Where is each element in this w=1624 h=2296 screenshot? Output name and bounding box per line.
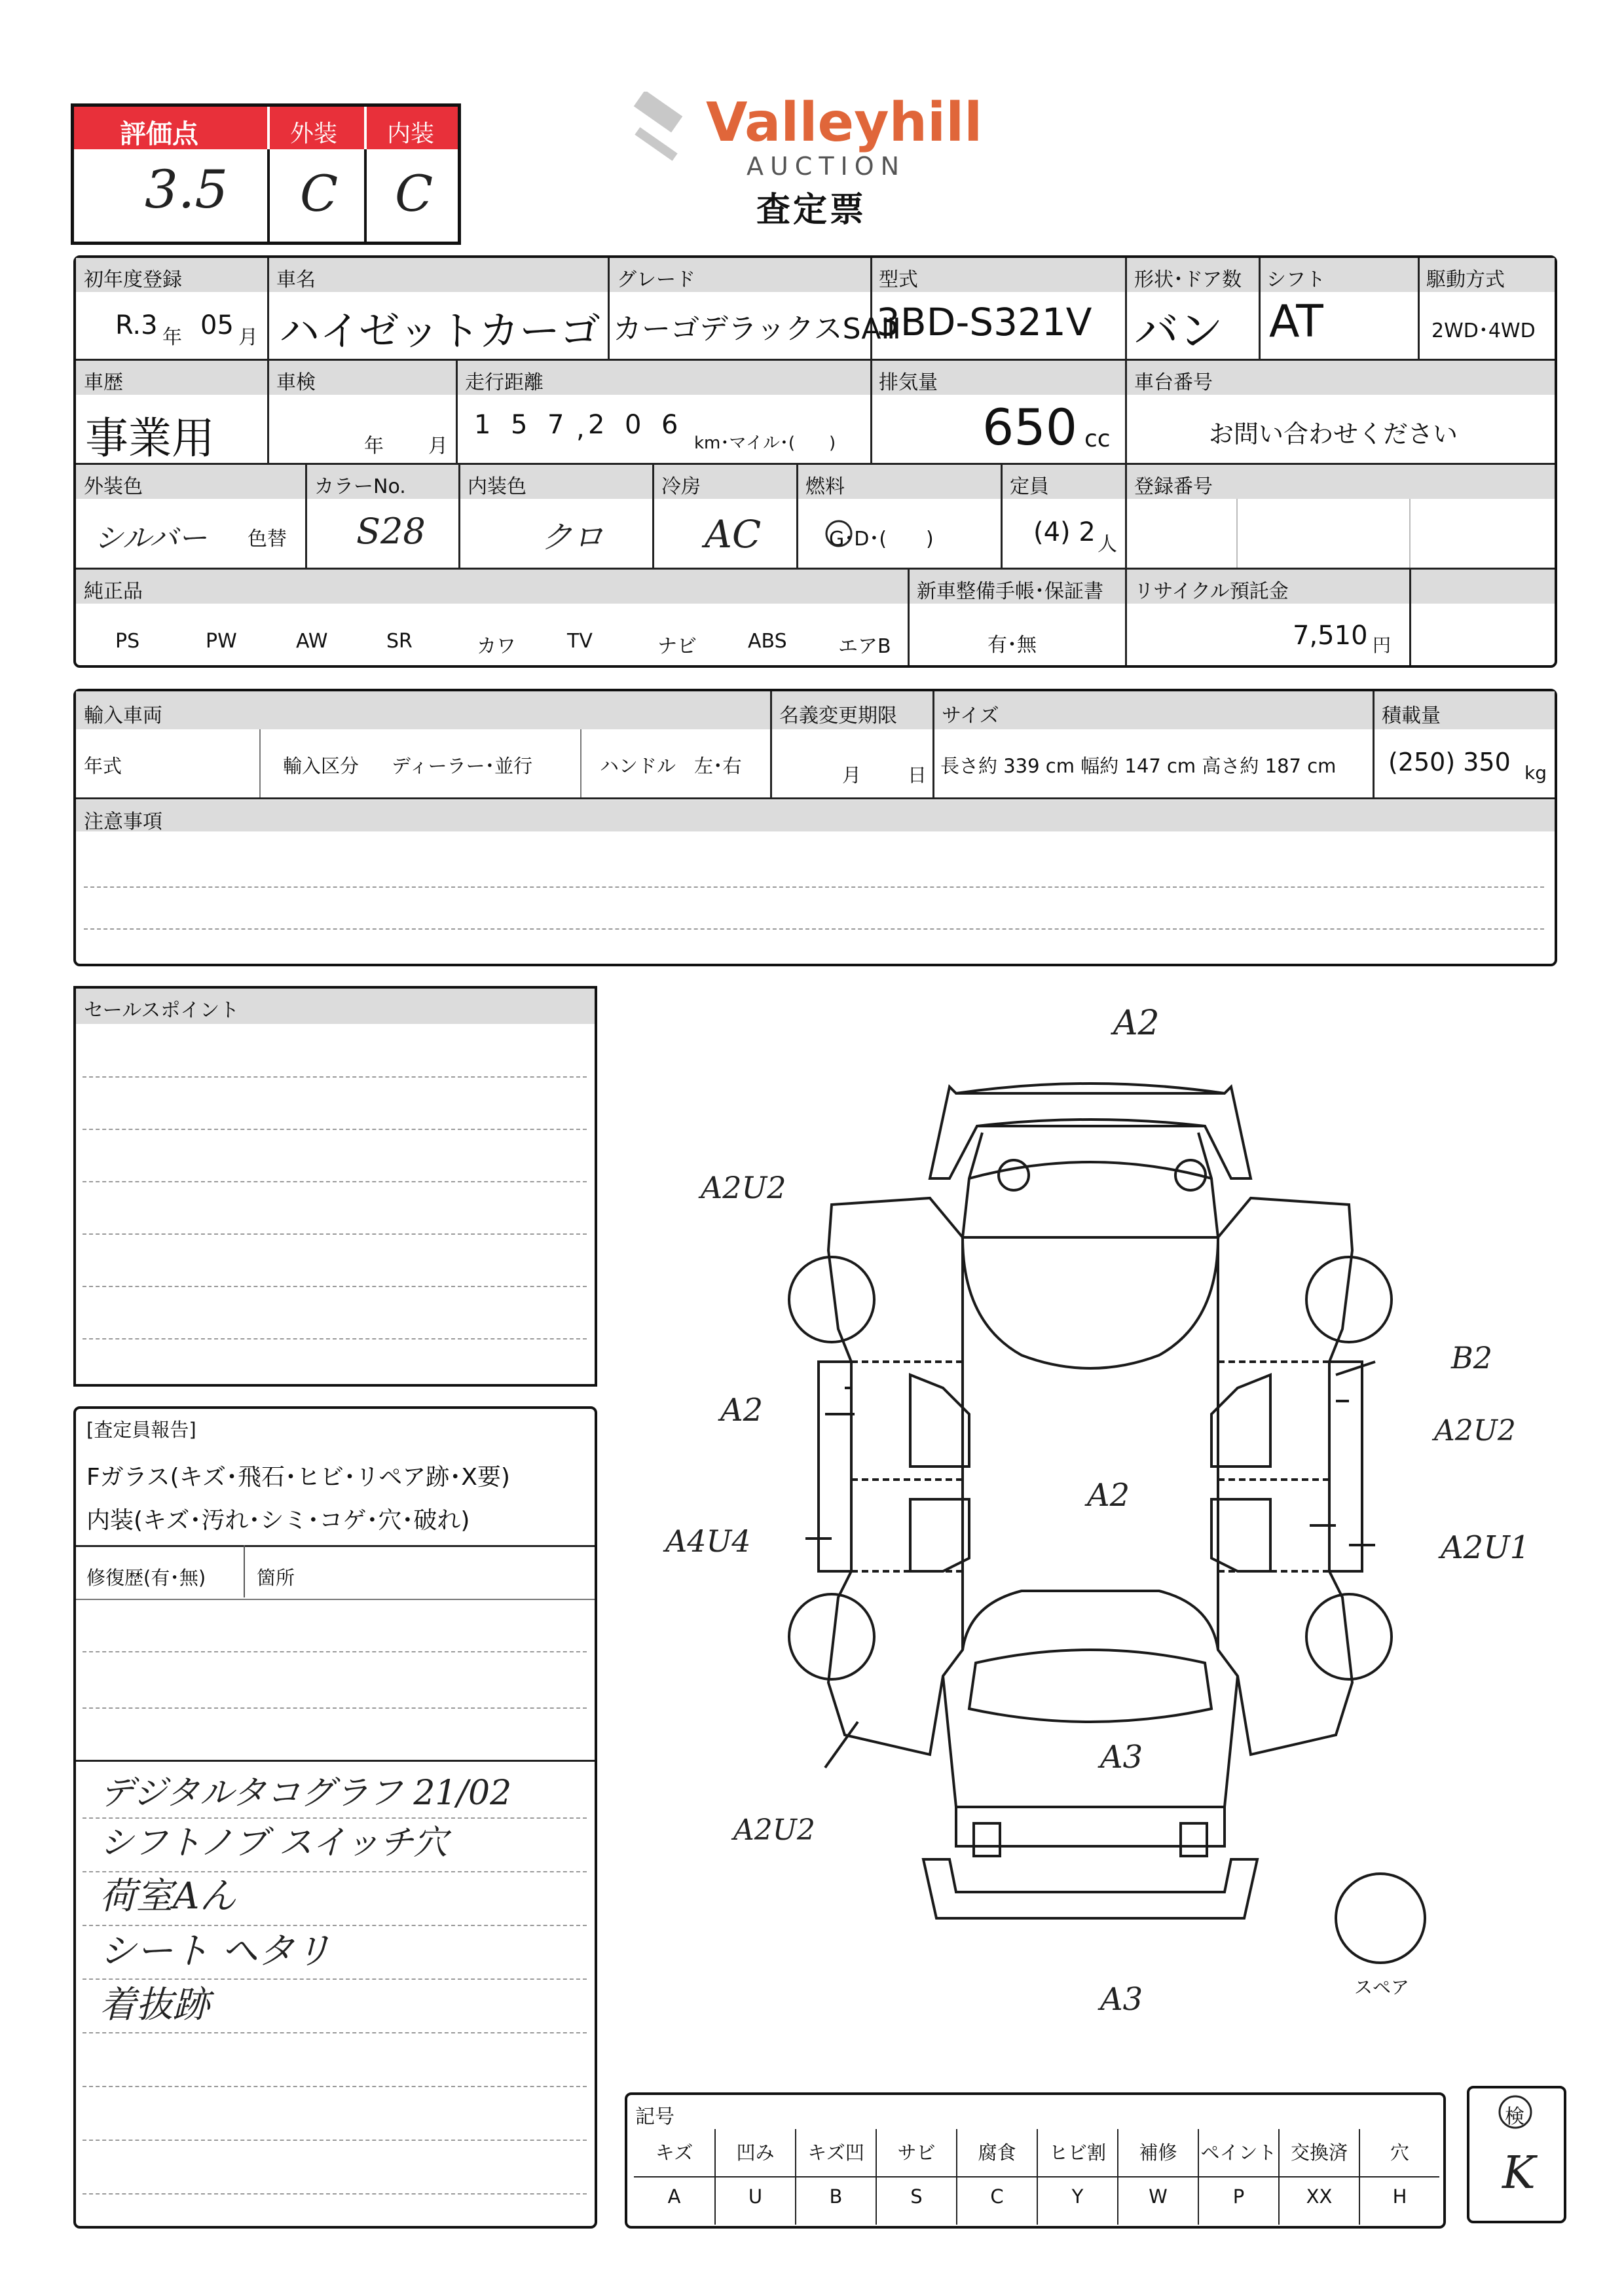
window-front-left bbox=[910, 1499, 969, 1571]
color-number: S28 bbox=[356, 511, 426, 552]
legend-code: A bbox=[667, 2185, 681, 2208]
capacity: (4) 2 bbox=[1033, 517, 1096, 547]
brand-name: Valleyhill bbox=[706, 92, 983, 154]
drive-label: 駆動方式 bbox=[1426, 268, 1505, 291]
window-rear-right bbox=[1211, 1375, 1270, 1467]
int-color: クロ bbox=[541, 519, 604, 556]
legend-name: キズ bbox=[655, 2141, 693, 2164]
car-damage-diagram bbox=[655, 982, 1572, 2062]
legend-code: Y bbox=[1071, 2185, 1084, 2208]
tail-light-left bbox=[999, 1160, 1029, 1190]
headlight-right bbox=[1181, 1823, 1207, 1856]
document-title: 査定票 bbox=[756, 191, 867, 230]
recycle-deposit: 7,510 bbox=[1293, 621, 1368, 651]
ext-color-swap: 色替 bbox=[248, 528, 287, 551]
legend-name: ペイント bbox=[1200, 2141, 1277, 2164]
capacity-label: 定員 bbox=[1010, 475, 1049, 498]
legend-code: W bbox=[1149, 2185, 1168, 2208]
option-4: カワ bbox=[477, 635, 516, 658]
inspector-report-box bbox=[73, 1406, 597, 2229]
option-3: SR bbox=[386, 630, 413, 653]
int-color-label: 内装色 bbox=[468, 475, 526, 498]
size-label: サイズ bbox=[942, 704, 999, 727]
recycle-unit: 円 bbox=[1373, 634, 1392, 656]
displacement-label: 排気量 bbox=[879, 371, 938, 394]
symbol-legend bbox=[625, 2092, 1446, 2229]
import-section-label: 輸入車両 bbox=[84, 704, 162, 727]
displacement: 650 bbox=[982, 398, 1078, 456]
wheel-front-left bbox=[789, 1594, 874, 1679]
damage-mark: A2 bbox=[1113, 1004, 1160, 1043]
report-note: デジタルタコグラフ 21/02 bbox=[100, 1774, 512, 1813]
sales-points-label: セールスポイント bbox=[84, 999, 240, 1022]
legend-name: ヒビ割 bbox=[1048, 2141, 1106, 2164]
legend-code: U bbox=[748, 2185, 763, 2208]
mileage-digit: 2 bbox=[588, 410, 605, 440]
hood-outline bbox=[943, 1676, 1238, 1807]
load-label: 積載量 bbox=[1382, 704, 1441, 727]
legend-code: S bbox=[910, 2185, 923, 2208]
load-unit: kg bbox=[1524, 762, 1547, 784]
history-label: 車歴 bbox=[84, 371, 123, 394]
option-8: エアB bbox=[838, 635, 891, 658]
window-front-right bbox=[1211, 1499, 1270, 1571]
spare-tire bbox=[1336, 1874, 1425, 1963]
window-rear-left bbox=[910, 1375, 969, 1467]
damage-mark: A2 bbox=[720, 1392, 764, 1429]
import-vehicle-table bbox=[73, 689, 1557, 966]
headlight-left bbox=[974, 1823, 1000, 1856]
shift-label: シフト bbox=[1266, 268, 1325, 291]
legend-name: キズ凹 bbox=[807, 2141, 864, 2164]
score-label: 評価点 bbox=[120, 119, 198, 149]
name-change-day-unit: 日 bbox=[908, 764, 927, 786]
options-label: 純正品 bbox=[84, 580, 143, 603]
damage-mark: A3 bbox=[1100, 1739, 1143, 1776]
capacity-unit: 人 bbox=[1098, 533, 1117, 556]
body-side-right bbox=[1218, 1198, 1352, 1755]
option-1: PW bbox=[206, 630, 237, 653]
interior-condition: 内装(キズ･汚れ･シミ･コゲ･穴･破れ) bbox=[86, 1507, 470, 1534]
mileage-digit: 0 bbox=[625, 410, 642, 440]
fuel-label: 燃料 bbox=[805, 475, 845, 498]
inspection-year-unit: 年 bbox=[364, 435, 384, 458]
option-5: TV bbox=[567, 630, 593, 653]
import-type: ディーラー･並行 bbox=[392, 755, 533, 777]
import-type-label: 輸入区分 bbox=[283, 755, 360, 777]
auction-logo bbox=[622, 92, 989, 236]
service-book: 有･無 bbox=[987, 634, 1037, 657]
mileage-unit: km･マイル･( ) bbox=[694, 433, 836, 453]
name-change-label: 名義変更期限 bbox=[779, 704, 897, 727]
repair-history: 修復歴(有･無) bbox=[86, 1567, 206, 1589]
damage-mark: A2U1 bbox=[1441, 1529, 1530, 1566]
front-bumper-outline bbox=[923, 1859, 1257, 1918]
car-name: ハイゼットカーゴ bbox=[279, 307, 601, 355]
first-reg-month-unit: 月 bbox=[238, 326, 258, 349]
handle: 左･右 bbox=[694, 755, 742, 777]
legend-name: 凹み bbox=[736, 2141, 775, 2164]
grade: カーゴデラックスSAⅢ bbox=[613, 312, 901, 346]
history: 事業用 bbox=[85, 413, 215, 464]
exterior-label: 外装 bbox=[290, 120, 338, 147]
legend-code: C bbox=[990, 2185, 1004, 2208]
legend-name: 補修 bbox=[1139, 2141, 1177, 2164]
score-box bbox=[71, 103, 461, 245]
first-reg-label: 初年度登録 bbox=[84, 268, 182, 291]
fuel-selected-circle-icon bbox=[824, 519, 854, 549]
load-value: (250) 350 bbox=[1388, 748, 1511, 776]
ac: AC bbox=[705, 512, 762, 556]
repair-place-label: 箇所 bbox=[257, 1567, 295, 1589]
ext-color: シルバー bbox=[94, 522, 207, 555]
spare-label: スペア bbox=[1354, 1977, 1410, 1998]
glass-condition: Fガラス(キズ･飛石･ヒビ･リペア跡･X要) bbox=[86, 1464, 510, 1491]
first-reg-month: 05 bbox=[200, 310, 234, 340]
inspection-label: 車検 bbox=[276, 371, 316, 394]
body-type: バン bbox=[1134, 306, 1224, 357]
ac-label: 冷房 bbox=[661, 475, 701, 498]
windshield-outline bbox=[969, 1650, 1211, 1722]
options-row bbox=[102, 625, 901, 664]
report-note: シフトノブ スイッチ穴 bbox=[100, 1823, 448, 1863]
notes-label: 注意事項 bbox=[84, 811, 162, 833]
mileage-digit: 5 bbox=[511, 410, 528, 440]
mileage-digit: 7 bbox=[547, 410, 564, 440]
inspector-stamp-box bbox=[1467, 2086, 1566, 2223]
legend-name: 交換済 bbox=[1290, 2141, 1348, 2164]
exterior-grade: C bbox=[300, 164, 339, 223]
legend-code: XX bbox=[1306, 2185, 1333, 2208]
report-note: 着抜跡 bbox=[100, 1984, 210, 2026]
drive-type: 2WD･4WD bbox=[1431, 319, 1536, 342]
legend-code: B bbox=[829, 2185, 843, 2208]
report-note: シート ヘタリ bbox=[100, 1930, 331, 1973]
score-value: 3.5 bbox=[145, 159, 229, 220]
report-note: 荷室Aん bbox=[100, 1875, 236, 1918]
model: 3BD-S321V bbox=[876, 300, 1092, 344]
service-label: 新車整備手帳･保証書 bbox=[917, 580, 1103, 603]
damage-mark: B2 bbox=[1451, 1340, 1493, 1376]
vehicle-info-table bbox=[73, 255, 1557, 668]
mileage-digit: 1 bbox=[474, 410, 491, 440]
shift-type: AT bbox=[1269, 296, 1323, 348]
chassis-label: 車台番号 bbox=[1134, 371, 1213, 394]
interior-grade: C bbox=[395, 164, 434, 223]
damage-mark: A2U2 bbox=[701, 1170, 786, 1205]
car-name-label: 車名 bbox=[276, 268, 316, 291]
damage-mark: A4U4 bbox=[665, 1523, 751, 1559]
body-side-left bbox=[828, 1198, 963, 1755]
sales-points-box bbox=[73, 986, 597, 1387]
option-0: PS bbox=[115, 630, 140, 653]
brand-sub: AUCTION bbox=[747, 152, 906, 181]
first-reg-era: R.3 bbox=[115, 310, 158, 340]
damage-mark: A3 bbox=[1100, 1981, 1143, 2018]
first-reg-year-unit: 年 bbox=[162, 326, 182, 349]
legend-label: 記号 bbox=[635, 2105, 674, 2128]
chassis-number: お問い合わせください bbox=[1209, 420, 1458, 448]
legend-name: サビ bbox=[897, 2141, 936, 2164]
inspector-mark: K bbox=[1502, 2147, 1536, 2199]
legend-code: P bbox=[1232, 2185, 1245, 2208]
report-label: [査定員報告] bbox=[86, 1419, 196, 1441]
side-panel-right bbox=[1329, 1362, 1362, 1571]
wheel-front-right bbox=[1306, 1594, 1392, 1679]
damage-mark: A2U2 bbox=[1434, 1414, 1516, 1448]
legend-code: H bbox=[1392, 2185, 1407, 2208]
name-change-month-unit: 月 bbox=[842, 764, 862, 786]
inspector-label: 検 bbox=[1505, 2105, 1524, 2128]
inspection-month-unit: 月 bbox=[428, 435, 448, 458]
ext-color-label: 外装色 bbox=[84, 475, 143, 498]
size-value: 長さ約 339 cm 幅約 147 cm 高さ約 187 cm bbox=[940, 755, 1337, 777]
option-7: ABS bbox=[748, 630, 787, 653]
damage-mark: A2U2 bbox=[733, 1813, 815, 1847]
mileage-digit: 6 bbox=[661, 410, 678, 440]
interior-label: 内装 bbox=[387, 120, 435, 147]
damage-mark: A2 bbox=[1087, 1477, 1130, 1514]
recycle-label: リサイクル預託金 bbox=[1134, 580, 1289, 603]
option-2: AW bbox=[296, 630, 328, 653]
option-6: ナビ bbox=[657, 635, 697, 658]
grade-label: グレード bbox=[617, 268, 695, 291]
color-no-label: カラーNo. bbox=[314, 475, 406, 498]
legend-name: 腐食 bbox=[978, 2141, 1016, 2164]
mileage-label: 走行距離 bbox=[465, 371, 544, 394]
model-year-label: 年式 bbox=[84, 755, 122, 777]
displacement-unit: cc bbox=[1084, 426, 1111, 452]
handle-label: ハンドル bbox=[600, 755, 676, 777]
reg-no-label: 登録番号 bbox=[1134, 475, 1213, 498]
mileage-separator: , bbox=[576, 414, 585, 444]
model-label: 型式 bbox=[879, 268, 918, 291]
body-label: 形状･ドア数 bbox=[1134, 268, 1242, 291]
fuel: G･D･( ) bbox=[829, 528, 934, 551]
gavel-icon bbox=[622, 92, 701, 164]
legend-grid bbox=[634, 2129, 1439, 2225]
legend-name: 穴 bbox=[1390, 2141, 1409, 2164]
